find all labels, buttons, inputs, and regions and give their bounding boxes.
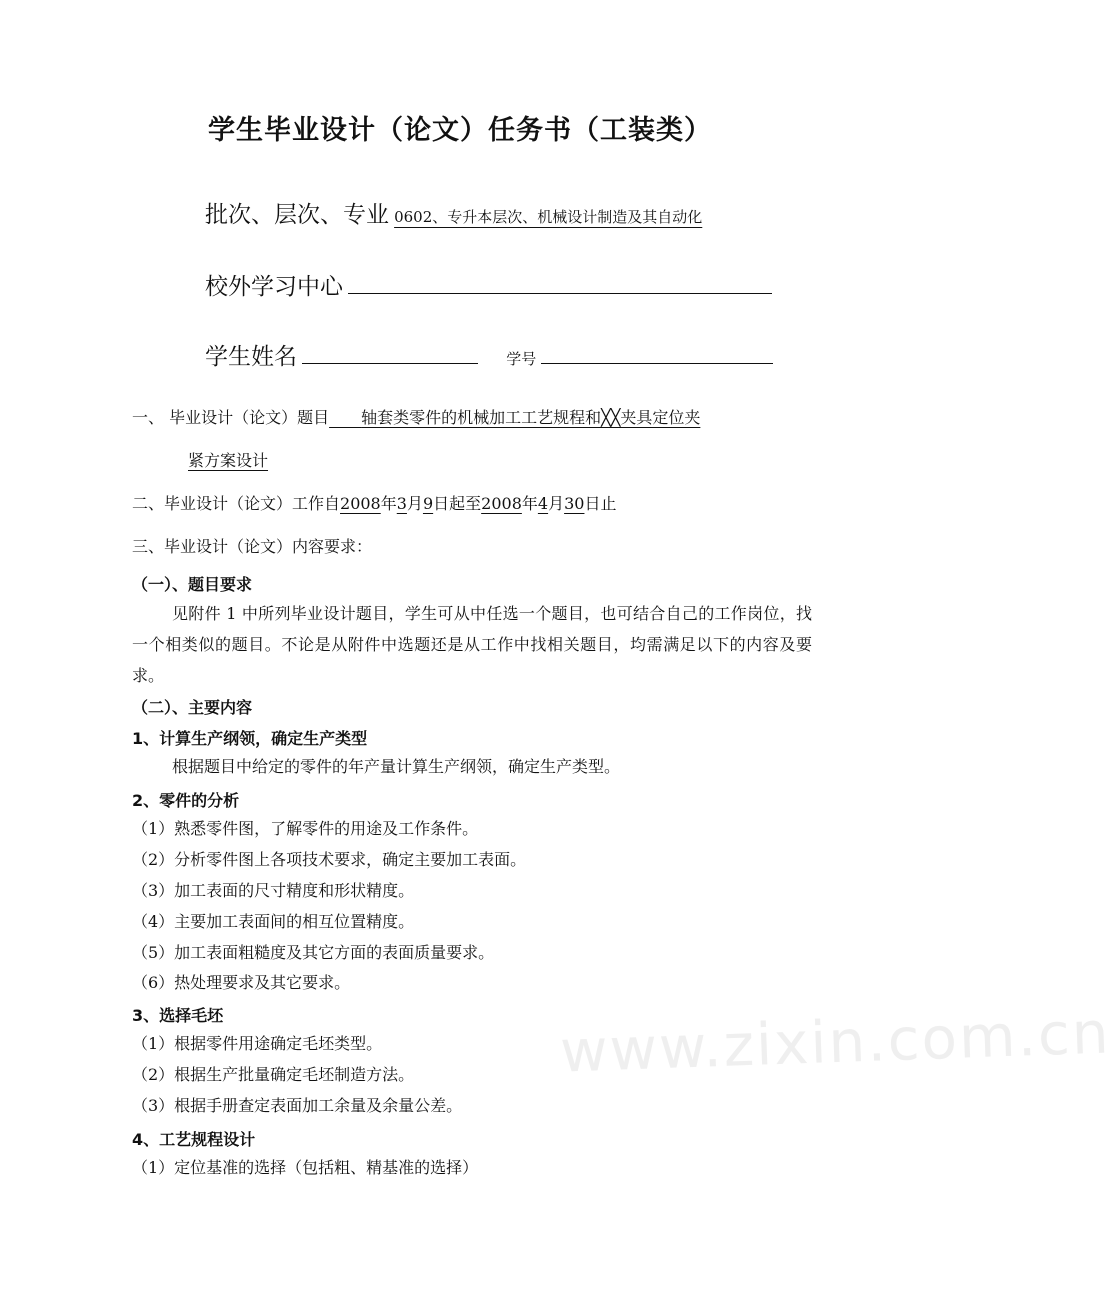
list-item: （1）熟悉零件图，了解零件的用途及工作条件。 bbox=[132, 819, 479, 838]
topic-value-line1: 轴套类零件的机械加工工艺规程和╳╳夹具定位夹 bbox=[361, 408, 701, 427]
list-item: （1）定位基准的选择（包括粗、精基准的选择） bbox=[132, 1158, 479, 1177]
list-item: （5）加工表面粗糙度及其它方面的表面质量要求。 bbox=[132, 943, 495, 962]
batch-row bbox=[205, 196, 702, 229]
start-month: 3 bbox=[396, 494, 407, 513]
list-item: （3）加工表面的尺寸精度和形状精度。 bbox=[132, 881, 415, 900]
student-row bbox=[205, 338, 773, 371]
main-content-heading: （二）、主要内容 bbox=[132, 698, 253, 717]
watermark: www.zixin.com.cn bbox=[558, 998, 1112, 1086]
student-name-label: 学生姓名 bbox=[205, 344, 297, 370]
year-text-2: 年 bbox=[521, 494, 538, 513]
month-text: 月 bbox=[406, 494, 423, 513]
content-requirements-heading: 三、毕业设计（论文）内容要求： bbox=[132, 537, 373, 556]
list-item: （6）热处理要求及其它要求。 bbox=[132, 973, 351, 992]
study-center-row bbox=[205, 268, 772, 301]
topic-row bbox=[132, 408, 700, 427]
study-center-label: 校外学习中心 bbox=[205, 274, 343, 300]
blank-selection-heading: 3、选择毛坯 bbox=[132, 1006, 224, 1025]
work-period-label: 二、毕业设计（论文）工作自 bbox=[132, 494, 341, 513]
work-period-row bbox=[132, 494, 616, 513]
start-year: 2008 bbox=[340, 494, 381, 513]
production-paragraph: 根据题目中给定的零件的年产量计算生产纲领，确定生产类型。 bbox=[172, 757, 621, 776]
start-day: 9 bbox=[422, 494, 434, 513]
start-to-text: 日起至 bbox=[433, 494, 482, 513]
part-analysis-heading: 2、零件的分析 bbox=[132, 791, 240, 810]
end-text: 日止 bbox=[584, 494, 617, 513]
document-title: 学生毕业设计（论文）任务书（工装类） bbox=[208, 115, 712, 146]
end-year: 2008 bbox=[481, 494, 522, 513]
end-month: 4 bbox=[537, 494, 549, 513]
list-item: （2）分析零件图上各项技术要求，确定主要加工表面。 bbox=[132, 850, 527, 869]
month-text-2: 月 bbox=[548, 494, 565, 513]
study-center-field[interactable] bbox=[348, 293, 772, 294]
year-text: 年 bbox=[380, 494, 397, 513]
student-name-field[interactable] bbox=[302, 363, 478, 364]
student-id-label: 学号 bbox=[506, 350, 537, 368]
list-item: （4）主要加工表面间的相互位置精度。 bbox=[132, 912, 415, 931]
student-id-field[interactable] bbox=[541, 363, 773, 364]
topic-requirements-heading: （一）、题目要求 bbox=[132, 575, 253, 594]
end-day: 30 bbox=[564, 494, 585, 513]
list-item: （3）根据手册查定表面加工余量及余量公差。 bbox=[132, 1096, 463, 1115]
batch-value: 0602、专升本层次、机械设计制造及其自动化 bbox=[394, 208, 703, 226]
list-item: （2）根据生产批量确定毛坯制造方法。 bbox=[132, 1065, 415, 1084]
process-planning-heading: 4、工艺规程设计 bbox=[132, 1130, 256, 1149]
topic-label: 一、 毕业设计（论文）题目 bbox=[132, 408, 330, 427]
topic-requirements-paragraph: 见附件 1 中所列毕业设计题目，学生可从中任选一个题目，也可结合自己的工作岗位，找一个相类似的题目。不论是从附件中选题还是从工作中找相关题目，均需满足以下的内容及要求。 bbox=[132, 604, 812, 685]
topic-value-line2: 紧方案设计 bbox=[188, 451, 269, 470]
batch-label: 批次、层次、专业 bbox=[205, 202, 389, 228]
production-heading: 1、计算生产纲领，确定生产类型 bbox=[132, 729, 368, 748]
list-item: （1）根据零件用途确定毛坯类型。 bbox=[132, 1034, 383, 1053]
